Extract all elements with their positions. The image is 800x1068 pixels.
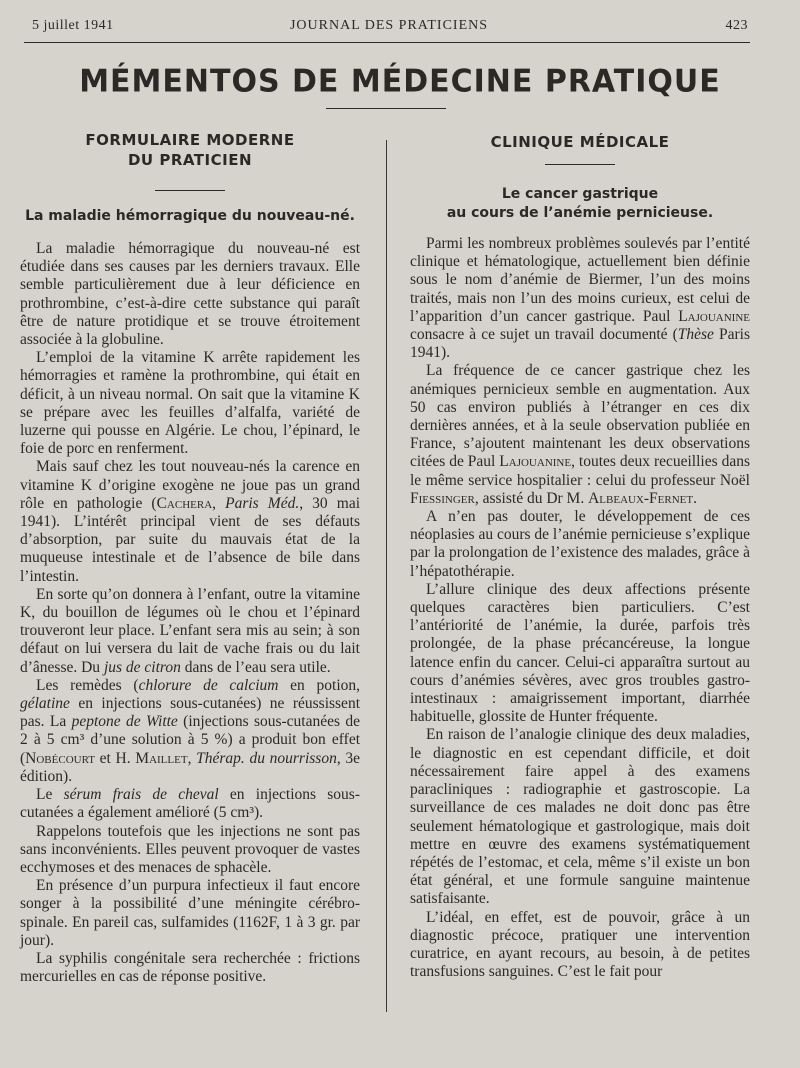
- left-paragraph: [20, 786, 360, 822]
- title-rule: [326, 108, 446, 109]
- text-segment: , 3e édition).: [20, 749, 361, 785]
- left-paragraph: Rappelons toutefois que les injections ne sont pas sans inconvénients. Elles peuvent provoquer de vastes ecchymoses et des menaces de sphacèle.: [20, 822, 360, 876]
- italic-term: chlorure de calcium: [138, 676, 279, 694]
- left-paragraph: [20, 458, 360, 585]
- left-paragraph: La maladie hémorragique du nouveau-né est étudiée dans ses causes par les derniers travaux. Elle semble particulièrement due à leur déficience en prothrombine, c’est-à-dire cette substance qui paraît être de nature protidique et se trouve étroitement associée à la globuline.: [20, 240, 360, 349]
- italic-term: Thèse: [677, 326, 714, 344]
- text-segment: La fréquence de ce cancer gastrique chez les anémiques pernicieux semble en augmentation. Aux 50 cas environ publiés à l’étranger en ces dix dernières années, et à la seule observation publiée en France, s’ajoutent maintenant les deux observations citées de Paul: [410, 362, 750, 471]
- left-paragraph: L’emploi de la vitamine K arrête rapidement les hémorragies et ramène la prothrombine, qui était en déficit, à un niveau normal. On sait que la vitamine K se prépare avec les feuilles d’alfalfa, variété de luzerne qui pousse en Algérie. Le chou, l’épinard, le foie de porc en renferment.: [20, 349, 360, 458]
- left-section-heading-line1: FORMULAIRE MODERNE: [85, 131, 295, 149]
- right-paragraph: A n’en pas douter, le développement de ces néoplasies au cours de l’anémie pernicieuse s’explique par la prolongation de l’existence des malades, grâce à l’hépatothérapie.: [410, 508, 751, 580]
- text-segment: (injections sous-cutanées de 2 à 5 cm³ d’une solution à 5 %) a produit bon effet (: [20, 713, 360, 767]
- text-segment: .: [693, 489, 697, 507]
- left-column: [20, 130, 360, 986]
- italic-term: sérum frais de cheval: [63, 786, 219, 804]
- column-divider: [386, 140, 387, 1012]
- text-segment: Mais sauf chez les tout nouveau-nés la carence en vitamine K d’origine exogène ne joue pas un grand rôle en pathologie (: [20, 458, 360, 512]
- left-paragraph: [20, 586, 360, 677]
- italic-term: gélatine: [20, 695, 70, 713]
- text-segment: consacre à ce sujet un travail documenté (: [410, 326, 678, 344]
- text-segment: dans de l’eau sera utile.: [180, 658, 331, 676]
- right-paragraph: En raison de l’analogie clinique des deux maladies, le diagnostic en est cependant difficile, et doit nécessairement faire appel à des examens paracliniques : radiographie et gastroscopie. La surveillance de ces malades ne doit donc pas être seulement hématologique et gastrologique, mais doit mettre en œuvre des examens systématiquement répétés de l’estomac, et cela, même s’il existe un bon état général, et une formule sanguine maintenue satisfaisante.: [410, 726, 750, 908]
- right-column: [410, 130, 750, 981]
- text-segment: ,: [187, 749, 197, 767]
- running-header: [30, 18, 748, 40]
- author-name: Cachera: [156, 494, 213, 512]
- italic-term: Paris Méd.: [225, 494, 300, 512]
- text-segment: Parmi les nombreux problèmes soulevés par l’entité clinique et hématologique, actuellement bien définie sous le nom d’anémie de Biermer, l’un des moins traités, mais non l’un des moins curieux, est celui de l’apparition d’un cancer gastrique. Paul: [410, 235, 750, 325]
- right-article-body: [410, 235, 750, 981]
- issue-date: 5 juillet 1941: [32, 18, 114, 33]
- author-name: Nobécourt: [25, 749, 95, 767]
- author-name: Maillet: [135, 749, 188, 767]
- right-article-title-line2: au cours de l’anémie pernicieuse.: [446, 205, 714, 221]
- italic-term: jus de citron: [103, 658, 181, 676]
- text-segment: en potion,: [278, 676, 360, 694]
- text-segment: , toutes deux recueillies dans le même service hospitalier : celui du professeur Noël: [410, 453, 750, 489]
- text-segment: ,: [212, 494, 226, 512]
- text-segment: Les remèdes (: [36, 676, 139, 694]
- left-paragraph: La syphilis congénitale sera recherchée : frictions mercurielles en cas de réponse positive.: [20, 949, 360, 986]
- text-segment: En sorte qu’on donnera à l’enfant, outre la vitamine K, du bouillon de légumes où le chou et l’épinard trouveront leur place. L’enfant sera mis au sein; à son défaut on lui versera du lait de vache frais ou du lait d’ânesse. Du: [20, 585, 360, 676]
- italic-term: Thérap. du nourrisson: [196, 749, 337, 767]
- right-article-title-line1: Le cancer gastrique: [501, 186, 659, 202]
- main-title: MÉMENTOS DE MÉDECINE PRATIQUE: [79, 63, 721, 100]
- page-number: 423: [725, 18, 748, 33]
- right-section-heading: CLINIQUE MÉDICALE: [490, 133, 670, 151]
- author-name: Albeaux-Fernet: [588, 489, 694, 507]
- text-segment: Paris 1941).: [410, 326, 750, 362]
- right-paragraph: L’allure clinique des deux affections présente quelques caractères bien particuliers. C’est l’antériorité de l’anémie, la durée, parfois très prolongée, de la phase précancéreuse, la longue latence enfin du cancer. Celui-ci apparaîtra surtout au cours d’anémies sévères, avec gros troubles gastro-intestinaux : amaigrissement important, diarrhée habituelle, glossite de Hunter fréquente.: [410, 580, 750, 726]
- right-section-rule: [545, 164, 615, 165]
- journal-name: JOURNAL DES PRATICIENS: [289, 18, 489, 33]
- left-paragraph: [20, 677, 360, 786]
- right-paragraph: L’idéal, en effet, est de pouvoir, grâce à un diagnostic précoce, pratiquer une intervention curatrice, en ayant recours, au besoin, à de petites transfusions sanguines. C’est le fait pour: [410, 908, 750, 981]
- left-paragraph: En présence d’un purpura infectieux il faut encore songer à la possibilité d’une méningite cérébro-spinale. En pareil cas, sulfamides (1162F, 1 à 3 gr. par jour).: [20, 877, 360, 949]
- left-section-heading-line2: DU PRATICIEN: [127, 151, 253, 169]
- text-segment: en injections sous-cutanées) ne réussissent pas. La: [20, 695, 360, 731]
- author-name: Lajouanine: [678, 307, 750, 325]
- left-article-title: La maladie hémorragique du nouveau-né.: [25, 208, 355, 224]
- right-paragraph: [410, 362, 750, 508]
- left-section-rule: [155, 190, 225, 191]
- header-rule: [24, 42, 750, 43]
- left-article-body: [20, 240, 360, 986]
- right-paragraph: [410, 235, 750, 362]
- author-name: Fiessinger: [410, 489, 475, 507]
- text-segment: , 30 mai 1941). L’intérêt principal vient de ses défauts d’absorption, par suite du mauvais état de la muqueuse intestinale et de l’absence de bile dans l’intestin.: [20, 494, 361, 585]
- italic-term: peptone de Witte: [71, 713, 178, 731]
- text-segment: et H.: [95, 749, 136, 767]
- text-segment: en injections sous-cutanées a également amélioré (5 cm³).: [20, 786, 361, 822]
- author-name: Lajouanine: [499, 453, 572, 471]
- text-segment: Le: [36, 786, 64, 804]
- text-segment: , assisté du Dr M.: [474, 489, 589, 507]
